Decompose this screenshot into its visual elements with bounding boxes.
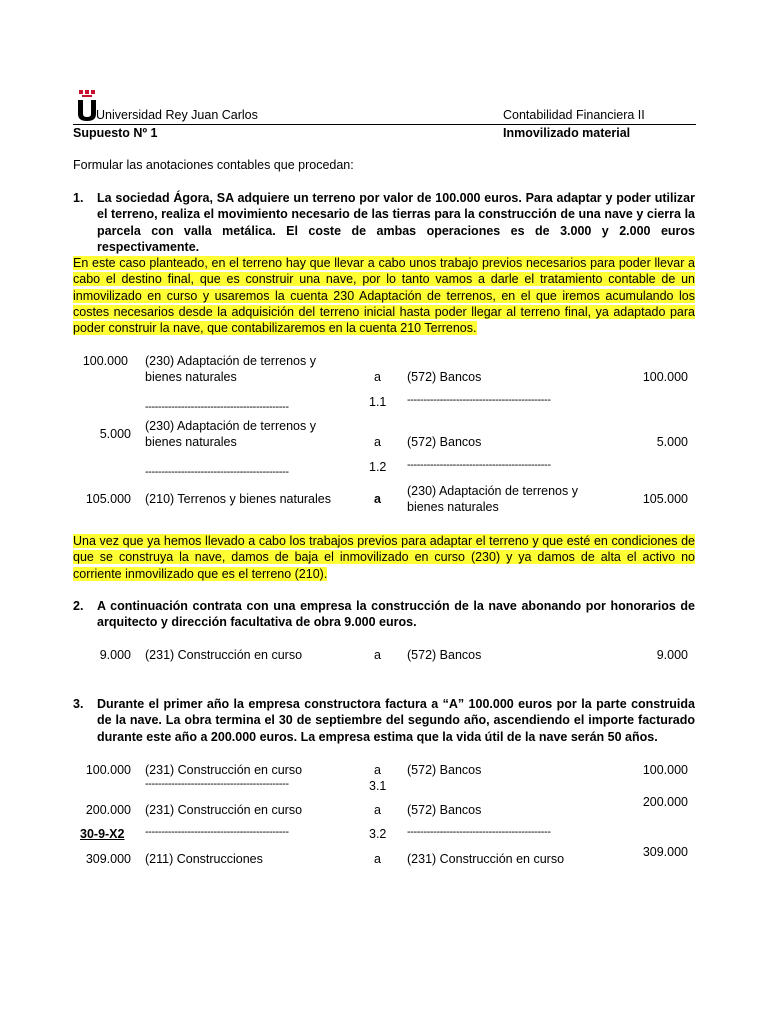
credit-account-cont: bienes naturales bbox=[407, 500, 499, 514]
exercise-item-2 bbox=[73, 598, 695, 631]
entry-date: 30-9-X2 bbox=[80, 827, 125, 841]
debit-account: (230) Adaptación de terrenos y bbox=[145, 354, 316, 368]
separator-line: -------------------------------------------- bbox=[145, 826, 289, 838]
case-number: Supuesto Nº 1 bbox=[73, 126, 158, 140]
debit-amount: 5.000 bbox=[99, 427, 131, 441]
entry-a: a bbox=[374, 492, 381, 506]
debit-account: (231) Construcción en curso bbox=[145, 803, 303, 817]
debit-amount: 9.000 bbox=[99, 648, 131, 662]
item-text: La sociedad Ágora, SA adquiere un terreno por valor de 100.000 euros. Para adaptar y poder utilizar el terreno, realiza el movimiento necesario de las tierras para la construcción de una nave y cierra la parcela con valla metálica. El coste de ambas operaciones es de 3.000 y 2.000 euros respectivamente. bbox=[97, 191, 695, 254]
highlighted-text: En este caso planteado, en el terreno hay que llevar a cabo unos trabajo previos necesarios para poder llevar a cabo el destino final, que es construir una nave, por lo tanto vamos a darle el tratamiento contable de un inmovilizado en curso y usaremos la cuenta 230 Adaptación de terrenos, en el que iremos acumulando los costes necesarios desde la adquisición del terreno inicial hasta poder llegar al terreno final, ya adaptado para poder construir la nave, que contabilizaremos en la cuenta 210 Terrenos. bbox=[73, 256, 695, 336]
entry-a: a bbox=[374, 803, 381, 817]
university-logo-icon bbox=[76, 90, 98, 122]
entry-separator-label: 3.1 bbox=[369, 779, 387, 793]
credit-account: (230) Adaptación de terrenos y bbox=[407, 484, 578, 498]
credit-amount: 200.000 bbox=[642, 795, 688, 809]
exercise-item-3 bbox=[73, 696, 695, 745]
credit-account: (572) Bancos bbox=[407, 763, 482, 777]
separator-line: -------------------------------------------- bbox=[145, 401, 289, 413]
exercise-item-1 bbox=[73, 190, 695, 255]
university-name: Universidad Rey Juan Carlos bbox=[96, 108, 258, 122]
topic-title: Inmovilizado material bbox=[503, 126, 631, 140]
separator-line: -------------------------------------------- bbox=[145, 778, 289, 790]
debit-account: (230) Adaptación de terrenos y bbox=[145, 419, 316, 433]
credit-amount: 100.000 bbox=[642, 370, 688, 384]
debit-amount: 100.000 bbox=[85, 763, 131, 777]
item-number: 3. bbox=[73, 697, 84, 711]
highlighted-text: Una vez que ya hemos llevado a cabo los trabajos previos para adaptar el terreno y que esté en condiciones de que se construya la nave, damos de baja el inmovilizado en curso (230) y ya damos de alta el activo no corriente inmovilizado que es el terreno (210). bbox=[73, 534, 695, 581]
separator-line: -------------------------------------------- bbox=[407, 826, 551, 838]
separator-line: -------------------------------------------- bbox=[407, 394, 551, 406]
credit-amount: 309.000 bbox=[642, 845, 688, 859]
debit-account: (231) Construcción en curso bbox=[145, 648, 303, 662]
debit-amount: 309.000 bbox=[85, 852, 131, 866]
credit-amount: 5.000 bbox=[656, 435, 688, 449]
entry-separator-label: 3.2 bbox=[369, 827, 387, 841]
credit-account: (231) Construcción en curso bbox=[407, 852, 565, 866]
entry-separator-label: 1.2 bbox=[369, 460, 387, 474]
credit-amount: 105.000 bbox=[642, 492, 688, 506]
debit-amount: 100.000 bbox=[82, 354, 128, 368]
separator-line: -------------------------------------------- bbox=[145, 466, 289, 478]
credit-amount: 100.000 bbox=[642, 763, 688, 777]
credit-account: (572) Bancos bbox=[407, 435, 482, 449]
course-title: Contabilidad Financiera II bbox=[503, 108, 645, 122]
entry-a: a bbox=[374, 763, 381, 777]
item-number: 1. bbox=[73, 191, 84, 205]
debit-account: (211) Construcciones bbox=[145, 852, 263, 866]
debit-amount: 105.000 bbox=[85, 492, 131, 506]
explanation-note-1 bbox=[73, 255, 695, 336]
debit-account: (210) Terrenos y bienes naturales bbox=[145, 492, 331, 506]
credit-account: (572) Bancos bbox=[407, 370, 482, 384]
debit-amount: 200.000 bbox=[85, 803, 131, 817]
explanation-note-2 bbox=[73, 533, 695, 582]
item-text: A continuación contrata con una empresa la construcción de la nave abonando por honorarios de arquitecto y dirección facultativa de obra 9.000 euros. bbox=[97, 599, 695, 630]
entry-a: a bbox=[374, 435, 381, 449]
credit-amount: 9.000 bbox=[656, 648, 688, 662]
entry-a: a bbox=[374, 370, 381, 384]
intro-text: Formular las anotaciones contables que procedan: bbox=[73, 158, 354, 172]
entry-a: a bbox=[374, 852, 381, 866]
entry-a: a bbox=[374, 648, 381, 662]
entry-separator-label: 1.1 bbox=[369, 395, 387, 409]
item-text: Durante el primer año la empresa constructora factura a “A” 100.000 euros por la parte construida de la nave. La obra termina el 30 de septiembre del segundo año, ascendiendo el importe facturado durante este año a 200.000 euros. La empresa estima que la vida útil de la nave serán 50 años. bbox=[97, 697, 695, 744]
debit-account-cont: bienes naturales bbox=[145, 370, 237, 384]
debit-account-cont: bienes naturales bbox=[145, 435, 237, 449]
credit-account: (572) Bancos bbox=[407, 803, 482, 817]
separator-line: -------------------------------------------- bbox=[407, 459, 551, 471]
debit-account: (231) Construcción en curso bbox=[145, 763, 303, 777]
credit-account: (572) Bancos bbox=[407, 648, 482, 662]
item-number: 2. bbox=[73, 599, 84, 613]
